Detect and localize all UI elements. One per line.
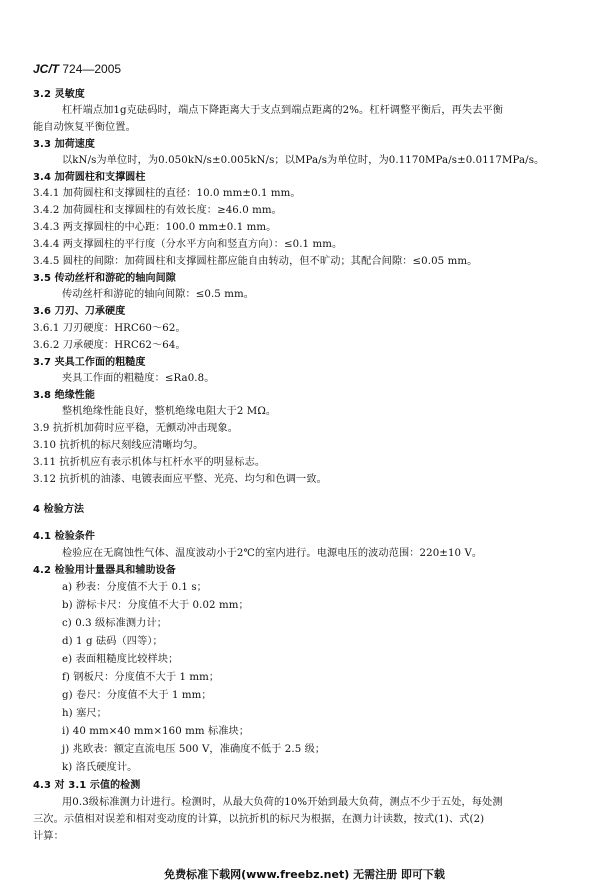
section-heading: 3.3 加荷速度	[33, 139, 95, 150]
footer-download-note[interactable]: 免费标准下载网(www.freebz.net) 无需注册 即可下载	[164, 868, 445, 881]
section-heading: 3.7 夹具工作面的粗糙度	[33, 357, 146, 368]
section-heading: 3.4 加荷圆柱和支撑圆柱	[33, 172, 146, 183]
text-line: 杠杆端点加1g克砝码时，端点下降距离大于支点到端点距离的2%。杠杆调整平衡后，再失去平衡	[62, 105, 504, 116]
section-heading: 4.1 检验条件	[33, 531, 95, 542]
text-line: d) 1 g 砝码（四等）；	[62, 636, 163, 647]
text-line: c) 0.3 级标准测力计；	[62, 618, 168, 629]
standard-code-header	[33, 62, 121, 76]
text-line: 3.4.5 圆柱的间隙：加荷圆柱和支撑圆柱都应能自由转动，但不旷动；其配合间隙：≤0.05 mm。	[33, 256, 478, 267]
text-line: 3.10 抗折机的标尺刻线应清晰均匀。	[33, 440, 204, 451]
section-heading: 3.5 传动丝杆和游砣的轴向间隙	[33, 273, 176, 284]
standard-number: 724—2005	[62, 62, 122, 76]
text-line: e) 表面粗糙度比较样块；	[62, 654, 179, 665]
text-line: 夹具工作面的粗糙度：≤Ra0.8。	[62, 373, 215, 384]
text-line: 检验应在无腐蚀性气体、温度波动小于2℃的室内进行。电源电压的波动范围：220±10 V。	[62, 548, 483, 559]
text-line: h) 塞尺；	[62, 708, 107, 719]
text-line: 3.4.3 两支撑圆柱的中心距：100.0 mm±0.1 mm。	[33, 222, 277, 233]
text-line: 3.12 抗折机的油漆、电镀表面应平整、光亮、均匀和色调一致。	[33, 474, 327, 485]
text-line: 用0.3级标准测力计进行。检测时，从最大负荷的10%开始到最大负荷，测点不少于五处，每处测	[62, 797, 503, 808]
section-heading: 3.6 刀刃、刀承硬度	[33, 306, 126, 317]
text-line: f) 钢板尺：分度值不大于 1 mm；	[62, 672, 220, 683]
text-line: 3.4.1 加荷圆柱和支撑圆柱的直径：10.0 mm±0.1 mm。	[33, 188, 301, 199]
text-line: 传动丝杆和游砣的轴向间隙：≤0.5 mm。	[62, 289, 255, 300]
text-line: j) 兆欧表：额定直流电压 500 V，准确度不低于 2.5 级；	[62, 744, 326, 755]
text-line: i) 40 mm×40 mm×160 mm 标准块；	[62, 726, 250, 737]
text-line: 三次。示值相对误差和相对变动度的计算，以抗折机的标尺为根据，在测力计读数，按式(1)、式(2)	[33, 814, 485, 825]
text-line: 3.11 抗折机应有表示机体与杠杆水平的明显标志。	[33, 457, 266, 468]
text-line: k) 洛氏硬度计。	[62, 762, 138, 773]
text-line: 能自动恢复平衡位置。	[33, 122, 136, 133]
section-heading: 4.3 对 3.1 示值的检测	[33, 780, 141, 791]
text-line: g) 卷尺：分度值不大于 1 mm；	[62, 690, 212, 701]
text-line: 计算：	[33, 831, 64, 842]
section-heading: 3.8 绝缘性能	[33, 390, 95, 401]
section-heading: 4 检验方法	[33, 504, 85, 515]
text-line: 3.4.4 两支撑圆柱的平行度（分水平方向和竖直方向）：≤0.1 mm。	[33, 239, 343, 250]
text-line: a) 秒表：分度值不大于 0.1 s；	[62, 582, 207, 593]
section-heading: 4.2 检验用计量器具和辅助设备	[33, 565, 176, 576]
text-line: 以kN/s为单位时，为0.050kN/s±0.005kN/s；以MPa/s为单位时，为0.1170MPa/s±0.0117MPa/s。	[62, 155, 545, 166]
text-line: 3.4.2 加荷圆柱和支撑圆柱的有效长度：≥46.0 mm。	[33, 205, 282, 216]
text-line: 3.6.1 刀刃硬度：HRC60～62。	[33, 323, 186, 334]
standard-prefix: JC/T	[33, 62, 60, 76]
text-line: 整机绝缘性能良好，整机绝缘电阻大于2 MΩ。	[62, 406, 277, 417]
text-line: 3.6.2 刀承硬度：HRC62～64。	[33, 340, 186, 351]
section-heading: 3.2 灵敏度	[33, 89, 85, 100]
text-line: 3.9 抗折机加荷时应平稳，无颤动冲击现象。	[33, 423, 239, 434]
text-line: b) 游标卡尺：分度值不大于 0.02 mm；	[62, 600, 249, 611]
